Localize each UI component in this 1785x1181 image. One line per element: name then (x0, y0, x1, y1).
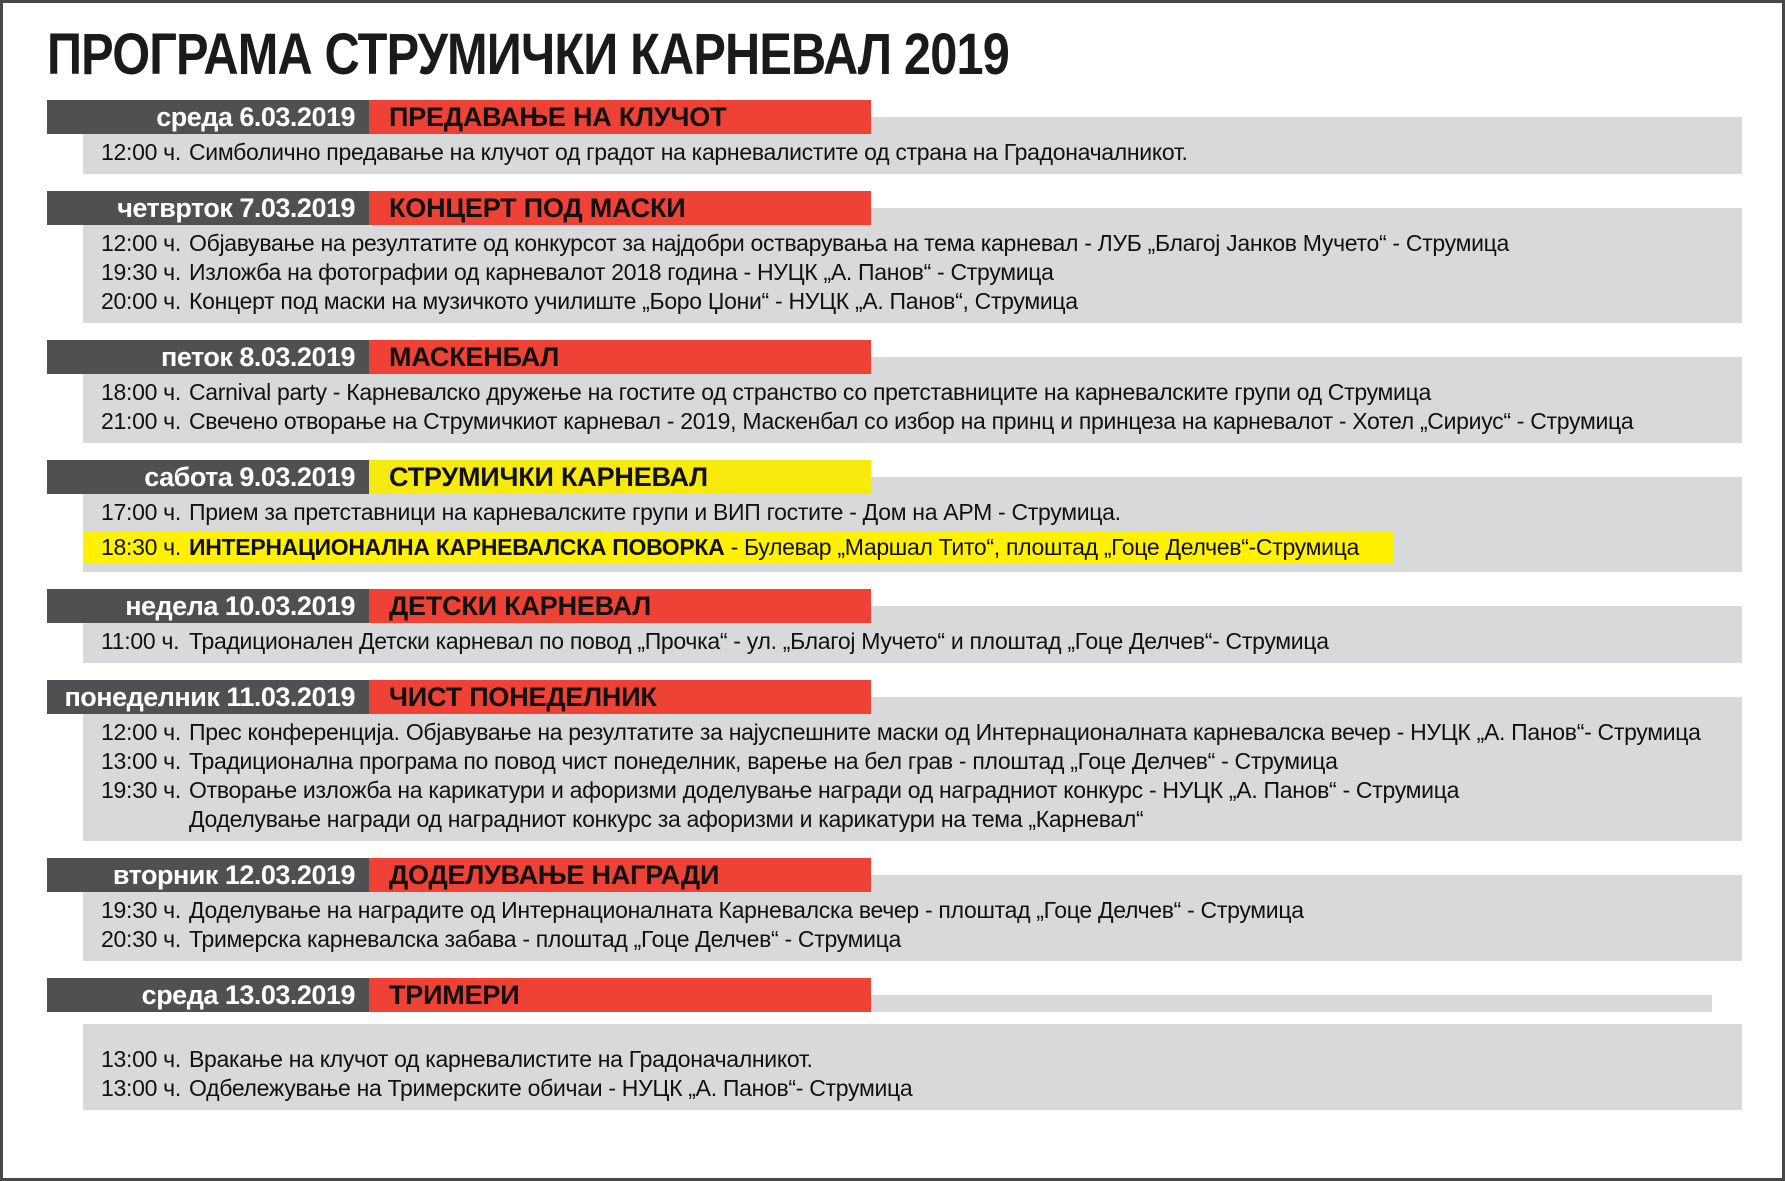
row-time: 20:30 ч. (101, 925, 181, 952)
section-event-title: ТРИМЕРИ (369, 978, 871, 1012)
row-time: 19:30 ч. (101, 776, 181, 803)
row-text: Отворање изложба на карикатури и афоризми доделување награди од наградниот конкурс - НУЦК „А. Панов“ - Струмица (189, 776, 1460, 803)
row-time: 18:30 ч. (101, 533, 181, 560)
schedule-section (47, 978, 1742, 1110)
section-date: среда 13.03.2019 (47, 978, 369, 1012)
row-time: 19:30 ч. (101, 258, 181, 285)
schedule-section (47, 680, 1742, 841)
schedule-row (83, 925, 1742, 954)
section-header (47, 191, 1742, 225)
schedule-row (83, 498, 1742, 527)
schedule-row (83, 138, 1742, 167)
row-text: Изложба на фотографии од карневалот 2018 година - НУЦК „А. Панов“ - Струмица (189, 258, 1054, 285)
row-text: ИНТЕРНАЦИОНАЛНА КАРНЕВАЛСКА ПОВОРКА - Булевар „Маршал Тито“, плоштад „Гоце Делчев“-Струмица (189, 533, 1360, 560)
section-header (47, 589, 1742, 623)
schedule-row (83, 1074, 1742, 1103)
row-time: 12:00 ч. (101, 718, 181, 745)
section-body (83, 208, 1742, 323)
schedule-row (83, 378, 1742, 407)
schedule-row (83, 747, 1742, 776)
schedule-row (83, 258, 1742, 287)
section-event-title: ЧИСТ ПОНЕДЕЛНИК (369, 680, 871, 714)
section-date: недела 10.03.2019 (47, 589, 369, 623)
row-text: Свечено отворање на Струмичкиот карневал - 2019, Маскенбал со избор на принц и принцеза на карневалот - Хотел „Сириус“ - Струмица (189, 407, 1634, 434)
section-header (47, 340, 1742, 374)
row-text: Тримерска карневалска забава - плоштад „Гоце Делчев“ - Струмица (189, 925, 902, 952)
row-time: 17:00 ч. (101, 498, 181, 525)
row-time: 13:00 ч. (101, 1074, 181, 1101)
row-text-bold: ИНТЕРНАЦИОНАЛНА КАРНЕВАЛСКА ПОВОРКА (189, 533, 725, 560)
section-header (47, 680, 1742, 714)
section-date: сабота 9.03.2019 (47, 460, 369, 494)
row-time: 12:00 ч. (101, 229, 181, 256)
row-text: Традиционален Детски карневал по повод „Прочка“ - ул. „Благој Мучето“ и плоштад „Гоце Делчев“- Струмица (189, 627, 1329, 654)
schedule-row (83, 718, 1742, 747)
row-text: Прием за претставници на карневалските групи и ВИП гостите - Дом на АРМ - Струмица. (189, 498, 1121, 525)
section-date: четврток 7.03.2019 (47, 191, 369, 225)
schedule-row (83, 229, 1742, 258)
section-date: понеделник 11.03.2019 (47, 680, 369, 714)
section-header (47, 100, 1742, 134)
section-date: среда 6.03.2019 (47, 100, 369, 134)
row-text: Прес конференција. Објавување на резултатите за најуспешните маски од Интернационалната карневалска вечер - НУЦК „А. Панов“- Струмица (189, 718, 1701, 745)
section-event-title: ПРЕДАВАЊЕ НА КЛУЧОТ (369, 100, 871, 134)
page-title: ПРОГРАМА СТРУМИЧКИ КАРНЕВАЛ 2019 (47, 22, 1009, 87)
row-time: 13:00 ч. (101, 747, 181, 774)
section-event-title: ДЕТСКИ КАРНЕВАЛ (369, 589, 871, 623)
row-time: 13:00 ч. (101, 1045, 181, 1072)
schedule (3, 100, 1782, 1110)
schedule-row (83, 627, 1742, 656)
section-header (47, 978, 1742, 1012)
schedule-row (83, 805, 1742, 834)
schedule-row (83, 1045, 1742, 1074)
schedule-section (47, 191, 1742, 323)
section-date: петок 8.03.2019 (47, 340, 369, 374)
row-text: Концерт под маски на музичкото училиште „Боро Џони“ - НУЦК „А. Панов“, Струмица (189, 287, 1078, 314)
row-text: Вракање на клучот од карневалистите на Градоначалникот. (189, 1045, 813, 1072)
schedule-section (47, 589, 1742, 663)
section-header (47, 460, 1742, 494)
row-time: 11:00 ч. (101, 627, 180, 654)
row-time: 19:30 ч. (101, 896, 181, 923)
row-text: Симболично предавање на клучот од градот на карневалистите од страна на Градоначалникот. (189, 138, 1188, 165)
section-event-title: КОНЦЕРТ ПОД МАСКИ (369, 191, 871, 225)
schedule-row (83, 287, 1742, 316)
row-text: Одбележување на Тримерските обичаи - НУЦК „А. Панов“- Струмица (189, 1074, 913, 1101)
row-text: Carnival party - Карневалско дружење на гостите од странство со претставниците на карневалските групи од Струмица (189, 378, 1431, 405)
schedule-row (83, 896, 1742, 925)
section-header (47, 858, 1742, 892)
schedule-section (47, 340, 1742, 443)
schedule-section (47, 460, 1742, 572)
row-text: Доделување на наградите од Интернационалната Карневалска вечер - плоштад „Гоце Делчев“ - Струмица (189, 896, 1304, 923)
schedule-section (47, 100, 1742, 174)
section-event-title: СТРУМИЧКИ КАРНЕВАЛ (369, 460, 871, 494)
section-body (83, 1024, 1742, 1110)
schedule-section (47, 858, 1742, 961)
section-event-title: МАСКЕНБАЛ (369, 340, 871, 374)
row-text: Објавување на резултатите од конкурсот за најдобри остварувања на тема карневал - ЛУБ „Благој Јанков Мучето“ - Струмица (189, 229, 1509, 256)
section-body (83, 697, 1742, 841)
row-time: 20:00 ч. (101, 287, 181, 314)
row-text: Традиционална програма по повод чист понеделник, варење на бел грав - плоштад „Гоце Делчев“ - Струмица (189, 747, 1338, 774)
schedule-row (83, 531, 1393, 563)
section-date: вторник 12.03.2019 (47, 858, 369, 892)
row-time: 18:00 ч. (101, 378, 181, 405)
section-event-title: ДОДЕЛУВАЊЕ НАГРАДИ (369, 858, 871, 892)
schedule-row (83, 776, 1742, 805)
row-text: Доделување награди од наградниот конкурс за афоризми и карикатури на тема „Карневал“ (189, 805, 1144, 832)
row-time: 21:00 ч. (101, 407, 181, 434)
schedule-row (83, 407, 1742, 436)
row-time: 12:00 ч. (101, 138, 181, 165)
